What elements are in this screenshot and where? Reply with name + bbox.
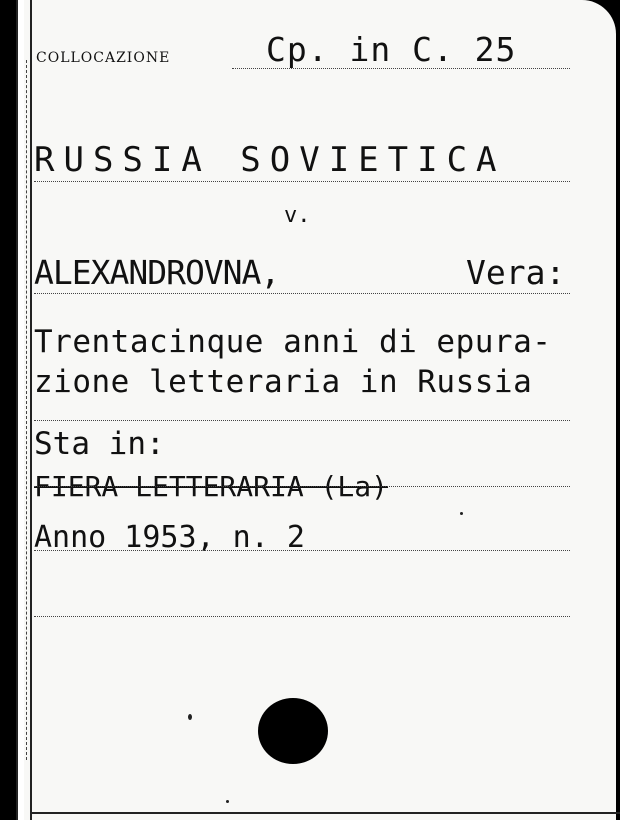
title-line-1: Trentacinque anni di epura- [34, 324, 552, 360]
subject-heading: RUSSIA SOVIETICA [34, 140, 506, 180]
margin-rule [30, 0, 32, 820]
shelfmark: Cp. in C. 25 [266, 30, 517, 69]
punch-hole [258, 698, 328, 764]
author-forename: Vera: [466, 253, 566, 292]
catalog-card [16, 0, 616, 820]
collocazione-label: COLLOCAZIONE [36, 50, 171, 66]
card-left-edge [16, 0, 24, 820]
dotted-line [34, 420, 570, 421]
title-line-2: zione letteraria in Russia [34, 364, 533, 400]
ink-speck [460, 512, 463, 515]
dotted-line [34, 550, 570, 551]
ink-speck [188, 714, 192, 720]
margin-rule-dashed [26, 60, 27, 760]
see-reference: v. [284, 203, 311, 228]
issue-info: Anno 1953, n. 2 [34, 520, 305, 555]
in-label: Sta in: [34, 426, 165, 462]
dotted-line [34, 293, 570, 294]
dotted-line [34, 486, 570, 487]
dotted-line [232, 68, 570, 69]
journal-title: FIERA LETTERARIA (La) [34, 470, 389, 503]
bottom-rule [30, 812, 620, 814]
dotted-line [34, 181, 570, 182]
ink-speck [226, 800, 229, 803]
author-surname: ALEXANDROVNA, [34, 253, 280, 292]
dotted-line [34, 616, 570, 617]
